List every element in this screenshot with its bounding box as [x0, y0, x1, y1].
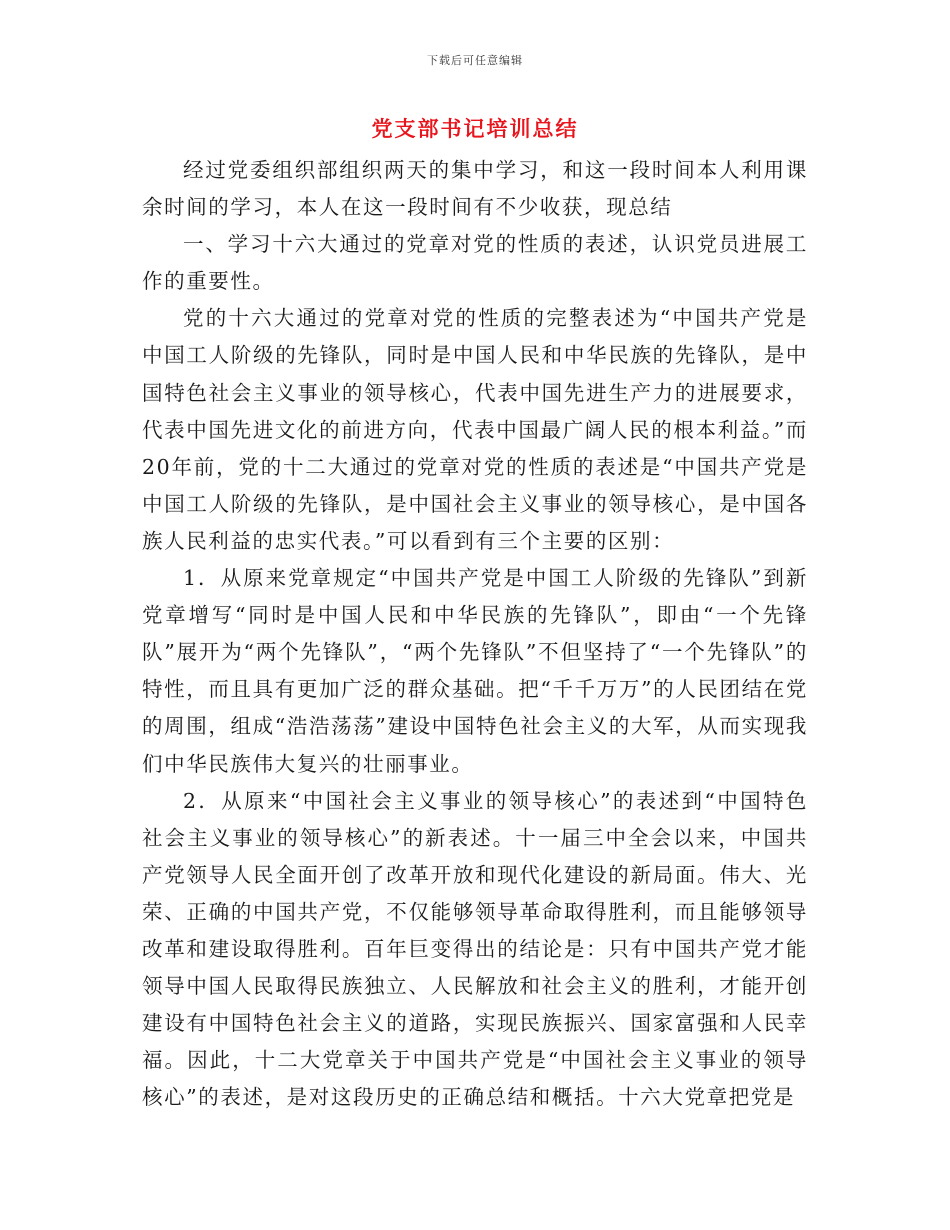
paragraph-point-1: 1．从原来党章规定“中国共产党是中国工人阶级的先锋队”到新党章增写“同时是中国人民和中华民族的先锋队”，即由“一个先锋队”展开为“两个先锋队”，“两个先锋队”不但坚持了“一个先锋队”的特性，而且具有更加广泛的群众基础。把“千千万万”的人民团结在党的周围，组成“浩浩荡荡”建设中国特色社会主义的大军，从而实现我们中华民族伟大复兴的壮丽事业。 — [142, 566, 808, 776]
paragraph-point-2: 2．从原来“中国社会主义事业的领导核心”的表述到“中国特色社会主义事业的领导核心”的新表述。十一届三中全会以来，中国共产党领导人民全面开创了改革开放和现代化建设的新局面。伟大、光荣、正确的中国共产党，不仅能够领导革命取得胜利，而且能够领导改革和建设取得胜利。百年巨变得出的结论是：只有中国共产党才能领导中国人民取得民族独立、人民解放和社会主义的胜利，才能开创建设有中国特色社会主义的道路，实现民族振兴、国家富强和人民幸福。因此，十二大党章关于中国共产党是“中国社会主义事业的领导核心”的表述，是对这段历史的正确总结和概括。十六大党章把党是 — [142, 788, 808, 1110]
paragraph-section-1-heading: 一、学习十六大通过的党章对党的性质的表述，认识党员进展工作的重要性。 — [142, 232, 808, 294]
paragraph-party-nature: 党的十六大通过的党章对党的性质的完整表述为“中国共产党是中国工人阶级的先锋队，同时是中国人民和中华民族的先锋队，是中国特色社会主义事业的领导核心，代表中国先进生产力的进展要求，代表中国先进文化的前进方向，代表中国最广阔人民的根本利益。”而20年前，党的十二大通过的党章对党的性质的表述是“中国共产党是中国工人阶级的先锋队，是中国社会主义事业的领导核心，是中国各族人民利益的忠实代表。”可以看到有三个主要的区别： — [142, 306, 808, 553]
paragraph-intro: 经过党委组织部组织两天的集中学习，和这一段时间本人利用课余时间的学习，本人在这一段时间有不少收获，现总结 — [142, 158, 808, 220]
document-title: 党支部书记培训总结 — [371, 117, 579, 141]
header-note: 下载后可任意编辑 — [427, 54, 523, 67]
document-body — [142, 152, 808, 1116]
